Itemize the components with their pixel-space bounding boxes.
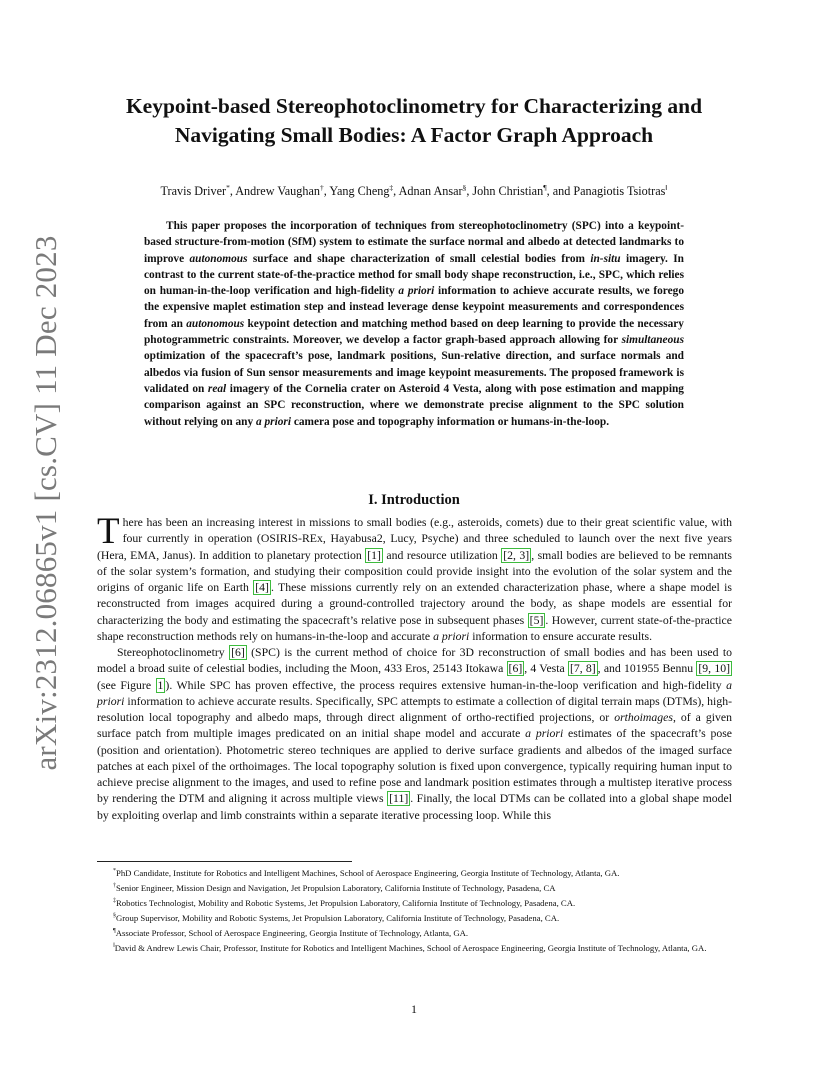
abstract xyxy=(144,218,684,430)
abstract-text: keypoint detection and matching method based on deep learning to provide the necessary photogrammetric constraints. Moreover, we develop a factor graph-based approach allowing for xyxy=(144,317,684,347)
body-text: ). While SPC has proven effective, the process requires extensive human-in-the-loop verification and high-fidelity xyxy=(165,678,727,692)
author-name: Panagiotis Tsiotras xyxy=(573,184,666,199)
body-text: (SPC) is the current method of choice for 3D reconstruction of small bodies and has been used to model a broad suite of celestial bodies, including the Moon, 433 Eros, 25143 Itokawa xyxy=(97,646,732,676)
citation-link[interactable]: [9, 10] xyxy=(698,662,730,676)
footnote-mark: † xyxy=(113,883,116,890)
body-text: , of a given surface patch from multiple images predicated on an initial shape model and accurate xyxy=(97,711,732,741)
footnote-text: PhD Candidate, Institute for Robotics and Intelligent Machines, School of Aerospace Engineering, Georgia Institute of Technology, Atlanta, GA. xyxy=(116,867,620,878)
figure-link[interactable]: 1 xyxy=(157,678,164,692)
footnote xyxy=(97,895,737,910)
body-paragraph xyxy=(97,511,732,645)
footnote-text: David & Andrew Lewis Chair, Professor, Institute for Robotics and Intelligent Machines, School of Aerospace Engineering, Georgia Institute of Technology, Atlanta, GA. xyxy=(114,943,707,954)
page-number: 1 xyxy=(411,1002,417,1016)
abstract-text: imagery. In contrast to the current state-of-the-practice method for small body shape reconstruction, i.e., SPC, which relies on human-in-the-loop verification and high-fidelity xyxy=(144,252,684,298)
body-text: , and 101955 Bennu xyxy=(597,662,697,676)
author-separator: , xyxy=(393,184,399,199)
body-emphasis: a priori xyxy=(525,727,564,741)
abstract-paragraph xyxy=(144,218,684,430)
author-separator: , xyxy=(229,184,236,199)
author-list xyxy=(96,180,732,199)
footnote-text: Senior Engineer, Mission Design and Navigation, Jet Propulsion Laboratory, California Institute of Technology, Pasadena, CA xyxy=(116,882,556,893)
body-emphasis: a priori xyxy=(433,629,470,643)
author-name: Yang Cheng xyxy=(329,184,390,199)
body-text: , 4 Vesta xyxy=(524,662,568,676)
abstract-text: surface and shape characterization of small celestial bodies from xyxy=(247,252,591,265)
body-text: information to achieve accurate results. Specifically, SPC attempts to estimate a collection of digital terrain maps (DTMs), high-resolution local topography and albedo maps, through direct alignment of ortho-rectified projections, or xyxy=(97,694,732,724)
abstract-emphasis: a priori xyxy=(256,415,291,428)
abstract-text: optimization of the spacecraft’s pose, landmark positions, Sun-relative direction, and surface normals and albedos via fusion of Sun sensor measurements and image keypoint measurements. The proposed framework is validated on xyxy=(144,350,684,395)
body-text: estimates of the spacecraft’s pose (position and orientation). Photometric stereo techniques are applied to derive surface gradients and albedos of the imaged surface patches at each pixel of the orthoimages. The local topography solution is fixed upon convergence, typically requiring human input to achieve precise alignment to the images, and used to refine pose and landmark position estimates through a multistep iterative process by rendering the DTM and aligning it across multiple views xyxy=(97,727,732,806)
paper-title: Keypoint-based Stereophotoclinometry for Characterizing and Navigating Small Bodies: A Factor Graph Approach xyxy=(125,94,703,147)
abstract-emphasis: simultaneous xyxy=(621,334,684,347)
body-text: Stereophotoclinometry xyxy=(117,646,230,659)
body-text: here has been an increasing interest in missions to small bodies (e.g., asteroids, comets) due to their great scientific value, with four currently in operation (OSIRIS-REx, Hayabusa2, Lucy, Psyche) and three scheduled to launch over the next five years (Hera, EMA, Janus). In addition to planetary protection xyxy=(97,516,732,562)
body-text: (see Figure xyxy=(97,678,156,692)
author-name: Adnan Ansar xyxy=(398,184,463,199)
citation-link[interactable]: [5] xyxy=(529,613,544,627)
citation-link[interactable]: [6] xyxy=(508,662,523,676)
footnote xyxy=(97,865,737,880)
section-heading: I. Introduction xyxy=(368,492,460,508)
citation-link[interactable]: [1] xyxy=(367,548,381,562)
body-text: . However, current state-of-the-practice shape reconstruction methods rely on humans-in-the-loop and accurate xyxy=(97,613,732,643)
footnote xyxy=(97,925,737,940)
citation-link[interactable]: [2, 3] xyxy=(503,548,530,562)
footnote-text: Associate Professor, School of Aerospace Engineering, Georgia Institute of Technology, Atlanta, GA. xyxy=(115,928,469,939)
footnote-divider xyxy=(97,861,352,862)
abstract-emphasis: autonomous xyxy=(186,317,245,330)
footnote-mark: ‖ xyxy=(113,943,115,950)
author-footnote-mark[interactable]: ‖ xyxy=(665,183,668,192)
abstract-emphasis: a priori xyxy=(398,285,435,298)
footnote-mark: * xyxy=(113,868,116,874)
author-footnote-mark[interactable]: § xyxy=(462,183,467,192)
body-emphasis: orthoimages xyxy=(614,711,673,724)
author-separator: , and xyxy=(546,184,574,199)
footnote-mark: ¶ xyxy=(113,928,116,935)
author-footnote-mark[interactable]: † xyxy=(319,183,324,192)
body-text: . Finally, the local DTMs can be collated into a global shape model by exploiting overlap and limb constraints within a separate iterative processing loop. While this xyxy=(97,792,732,822)
author-name: Andrew Vaughan xyxy=(235,184,320,199)
abstract-text: This paper proposes the incorporation of techniques from stereophotoclinometry (SPC) into a keypoint-based structure-from-motion (SfM) system to estimate the surface normal and albedo at detected landmarks to improve xyxy=(144,220,684,265)
author-separator: , xyxy=(466,184,473,199)
author-name: Travis Driver xyxy=(160,184,227,199)
body-paragraph xyxy=(97,645,732,824)
body-text: information to ensure accurate results. xyxy=(469,629,653,643)
body-emphasis: a priori xyxy=(97,678,733,708)
arxiv-identifier xyxy=(22,235,70,771)
footnote xyxy=(97,880,737,895)
introduction-body xyxy=(97,511,733,824)
footnote-text: Group Supervisor, Mobility and Robotic Systems, Jet Propulsion Laboratory, California Institute of Technology, Pasadena, CA. xyxy=(116,913,560,924)
footnote-mark: § xyxy=(113,913,116,920)
arxiv-identifier-text: arXiv:2312.06865v1 [cs.CV] 11 Dec 2023 xyxy=(28,235,63,771)
citation-link[interactable]: [4] xyxy=(255,581,269,594)
author-name: John Christian xyxy=(472,184,544,199)
footnotes xyxy=(97,865,737,956)
abstract-text: information to achieve accurate results, we forego the expensive maplet estimation step and instead leverage dense keypoint measurements and correspondences from an xyxy=(144,285,684,330)
abstract-emphasis: in-situ xyxy=(590,252,621,265)
drop-cap: T xyxy=(97,511,120,552)
footnote-text: Robotics Technologist, Mobility and Robotic Systems, Jet Propulsion Laboratory, California Institute of Technology, Pasadena, CA. xyxy=(116,898,576,909)
abstract-text: camera pose and topography information or humans-in-the-loop. xyxy=(290,415,610,428)
citation-link[interactable]: [6] xyxy=(231,646,245,659)
abstract-text: imagery of the Cornelia crater on Asteroid 4 Vesta, along with pose estimation and mapping comparison against an SPC reconstruction, where we demonstrate precise alignment to the SPC solution without relying on any xyxy=(144,382,684,428)
footnote-mark: ‡ xyxy=(113,898,116,905)
footnote xyxy=(97,940,737,955)
author-separator: , xyxy=(323,184,330,199)
author-footnote-mark[interactable]: ‡ xyxy=(389,183,394,192)
footnote xyxy=(97,910,737,925)
abstract-emphasis: autonomous xyxy=(189,252,248,265)
citation-link[interactable]: [11] xyxy=(389,792,409,806)
citation-link[interactable]: [7, 8] xyxy=(569,662,596,676)
author-footnote-mark[interactable]: ¶ xyxy=(543,183,547,192)
body-text: and resource utilization xyxy=(382,548,502,562)
body-text: . These missions currently rely on an extended characterization phase, where a shape model is reconstructed from images acquired during a ground-controlled trajectory around the body, as shape models are essential for characterizing the body and estimating the spacecraft’s relative pose in subsequent phases xyxy=(97,581,732,627)
author-footnote-mark[interactable]: * xyxy=(226,183,230,192)
abstract-emphasis: real xyxy=(207,382,227,395)
body-text: , small bodies are believed to be remnants of the solar system’s formation, and studying their composition could provide insight into the evolution of the solar system and the origins of organic life on Earth xyxy=(97,548,732,594)
